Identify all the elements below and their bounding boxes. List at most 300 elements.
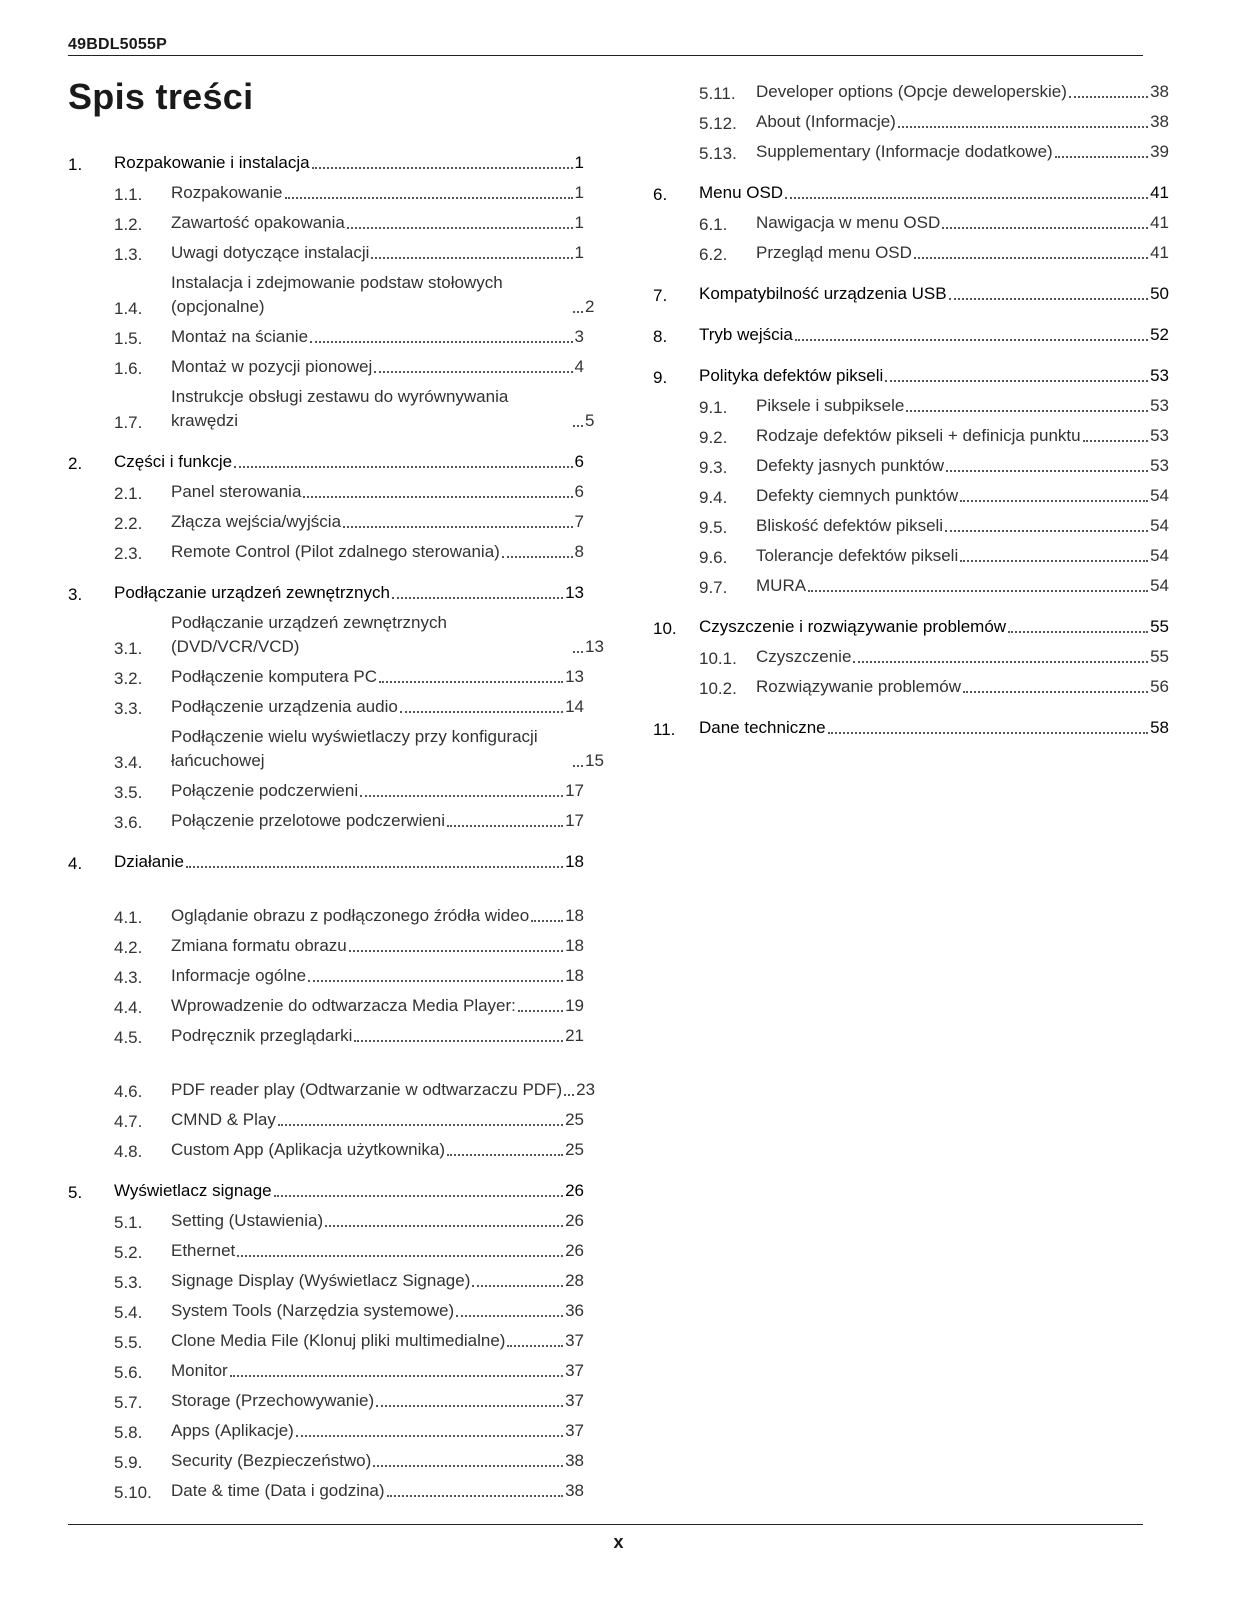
toc-chapter-entry[interactable] bbox=[68, 444, 584, 474]
section-page-number: 37 bbox=[565, 1391, 584, 1410]
dot-leader bbox=[447, 825, 563, 827]
entry-body bbox=[171, 480, 584, 504]
chapter-number: 11. bbox=[653, 720, 676, 739]
toc-section-entry[interactable] bbox=[653, 235, 1169, 265]
toc-section-entry[interactable] bbox=[68, 1353, 584, 1383]
toc-section-entry[interactable] bbox=[68, 988, 584, 1018]
section-title: Rozwiązywanie problemów bbox=[756, 677, 962, 696]
section-title: System Tools (Narzędzia systemowe) bbox=[171, 1301, 455, 1320]
chapter-title: Dane techniczne bbox=[699, 718, 826, 737]
dot-leader bbox=[285, 197, 573, 199]
chapter-title: Czyszczenie i rozwiązywanie problemów bbox=[699, 617, 1007, 636]
section-page-number: 18 bbox=[565, 906, 584, 925]
dot-leader bbox=[946, 470, 1148, 472]
section-number: 1.1. bbox=[114, 185, 143, 204]
toc-chapter-entry[interactable] bbox=[653, 317, 1169, 347]
toc-section-entry[interactable] bbox=[68, 689, 584, 719]
section-page-number: 54 bbox=[1150, 486, 1169, 505]
section-title: Informacje ogólne bbox=[171, 966, 307, 985]
section-number: 5.9. bbox=[114, 1453, 143, 1472]
header-rule bbox=[68, 55, 1143, 56]
dot-leader bbox=[808, 590, 1148, 592]
section-title: MURA bbox=[756, 576, 807, 595]
section-number: 1.4. bbox=[114, 299, 143, 318]
entry-body bbox=[756, 211, 1169, 235]
dot-leader bbox=[387, 1495, 564, 1497]
section-title: Apps (Aplikacje) bbox=[171, 1421, 294, 1440]
section-number: 9.7. bbox=[699, 578, 728, 597]
toc-section-entry[interactable] bbox=[653, 388, 1169, 418]
entry-body bbox=[171, 540, 584, 564]
section-title: Uwagi dotyczące instalacji bbox=[171, 243, 370, 262]
toc-column-left bbox=[68, 145, 604, 1514]
section-page-number: 28 bbox=[565, 1271, 584, 1290]
dot-leader bbox=[312, 167, 573, 169]
section-number: 9.6. bbox=[699, 548, 728, 567]
section-number: 5.3. bbox=[114, 1273, 143, 1292]
section-page-number: 19 bbox=[565, 996, 584, 1015]
toc-section-entry[interactable] bbox=[68, 719, 604, 773]
dot-leader bbox=[234, 466, 572, 468]
section-page-number: 13 bbox=[565, 667, 584, 686]
section-number: 5.10. bbox=[114, 1483, 152, 1502]
entry-body bbox=[171, 1209, 584, 1233]
toc-chapter-entry[interactable] bbox=[653, 276, 1169, 306]
toc-section-entry[interactable] bbox=[68, 958, 584, 988]
entry-body bbox=[756, 140, 1169, 164]
section-page-number: 37 bbox=[565, 1421, 584, 1440]
toc-section-entry[interactable] bbox=[68, 659, 584, 689]
toc-section-entry[interactable] bbox=[653, 508, 1169, 538]
entry-body bbox=[699, 615, 1169, 639]
toc-section-entry[interactable] bbox=[68, 1413, 584, 1443]
dot-leader bbox=[303, 496, 572, 498]
toc-section-entry[interactable] bbox=[68, 1203, 584, 1233]
toc-chapter-entry[interactable] bbox=[68, 575, 584, 605]
section-title: Instalacja i zdejmowanie podstaw stołowych (opcjonalne) bbox=[171, 273, 503, 316]
section-title: Podłączenie wielu wyświetlaczy przy konfiguracji łańcuchowej bbox=[171, 727, 538, 770]
toc-section-entry[interactable] bbox=[68, 1102, 584, 1132]
toc-section-entry[interactable] bbox=[68, 205, 584, 235]
dot-leader bbox=[949, 298, 1149, 300]
toc-column-right bbox=[653, 74, 1169, 751]
dot-leader bbox=[573, 425, 583, 427]
toc-section-entry[interactable] bbox=[68, 1233, 584, 1263]
section-page-number: 14 bbox=[565, 697, 584, 716]
dot-leader bbox=[573, 311, 583, 313]
section-number: 2.3. bbox=[114, 544, 143, 563]
entry-body bbox=[171, 994, 584, 1018]
dot-leader bbox=[564, 1094, 574, 1096]
section-number: 3.3. bbox=[114, 699, 143, 718]
toc-section-entry[interactable] bbox=[68, 605, 604, 659]
section-page-number: 26 bbox=[565, 1241, 584, 1260]
section-page-number: 18 bbox=[565, 936, 584, 955]
entry-body bbox=[114, 1179, 584, 1203]
section-title: Podłączenie komputera PC bbox=[171, 667, 378, 686]
entry-body bbox=[171, 1299, 584, 1323]
section-page-number: 53 bbox=[1150, 456, 1169, 475]
dot-leader bbox=[456, 1315, 563, 1317]
section-page-number: 1 bbox=[574, 183, 584, 202]
section-number: 5.13. bbox=[699, 144, 737, 163]
section-page-number: 54 bbox=[1150, 576, 1169, 595]
dot-leader bbox=[573, 651, 583, 653]
toc-section-entry[interactable] bbox=[68, 175, 584, 205]
entry-body bbox=[171, 904, 584, 928]
section-number: 5.5. bbox=[114, 1333, 143, 1352]
toc-section-entry[interactable] bbox=[68, 474, 584, 504]
toc-section-entry[interactable] bbox=[68, 1263, 584, 1293]
dot-leader bbox=[828, 732, 1148, 734]
section-page-number: 54 bbox=[1150, 516, 1169, 535]
dot-leader bbox=[906, 410, 1148, 412]
section-title: Rodzaje defektów pikseli + definicja punktu bbox=[756, 426, 1081, 445]
entry-body bbox=[171, 725, 604, 773]
entry-body bbox=[114, 581, 584, 605]
section-number: 3.4. bbox=[114, 753, 143, 772]
section-title: Setting (Ustawienia) bbox=[171, 1211, 324, 1230]
entry-body bbox=[756, 484, 1169, 508]
section-number: 2.1. bbox=[114, 484, 143, 503]
toc-section-entry[interactable] bbox=[68, 1443, 584, 1473]
section-number: 10.2. bbox=[699, 679, 737, 698]
chapter-page-number: 41 bbox=[1150, 183, 1169, 202]
toc-chapter bbox=[68, 575, 604, 833]
toc-section-entry[interactable] bbox=[653, 205, 1169, 235]
toc-chapter-entry[interactable] bbox=[68, 145, 584, 175]
dot-leader bbox=[853, 661, 1148, 663]
dot-leader bbox=[379, 681, 563, 683]
section-page-number: 41 bbox=[1150, 213, 1169, 232]
section-number: 4.5. bbox=[114, 1028, 143, 1047]
chapter-title: Części i funkcje bbox=[114, 452, 233, 471]
section-title: Oglądanie obrazu z podłączonego źródła wideo bbox=[171, 906, 530, 925]
entry-body bbox=[171, 964, 584, 988]
dot-leader bbox=[1083, 440, 1148, 442]
section-title: About (Informacje) bbox=[756, 112, 896, 131]
section-page-number: 38 bbox=[565, 1481, 584, 1500]
section-number: 10.1. bbox=[699, 649, 737, 668]
entry-body bbox=[171, 611, 604, 659]
section-title: Piksele i subpiksele bbox=[756, 396, 905, 415]
dot-leader bbox=[400, 711, 563, 713]
dot-leader bbox=[507, 1345, 563, 1347]
entry-body bbox=[114, 450, 584, 474]
section-title: Custom App (Aplikacja użytkownika) bbox=[171, 1140, 446, 1159]
section-page-number: 26 bbox=[565, 1211, 584, 1230]
section-number: 5.1. bbox=[114, 1213, 143, 1232]
entry-body bbox=[171, 695, 584, 719]
entry-body bbox=[756, 514, 1169, 538]
toc-chapter bbox=[653, 710, 1169, 740]
toc-section-entry[interactable] bbox=[68, 379, 595, 433]
section-title: Defekty jasnych punktów bbox=[756, 456, 945, 475]
section-title: Przegląd menu OSD bbox=[756, 243, 912, 262]
chapter-number: 2. bbox=[68, 454, 83, 473]
chapter-page-number: 52 bbox=[1150, 325, 1169, 344]
toc-section-entry[interactable] bbox=[653, 134, 1169, 164]
section-number: 1.3. bbox=[114, 245, 143, 264]
toc-section-entry[interactable] bbox=[68, 504, 584, 534]
section-title: Defekty ciemnych punktów bbox=[756, 486, 959, 505]
dot-leader bbox=[360, 795, 563, 797]
entry-body bbox=[171, 1269, 584, 1293]
section-title: Monitor bbox=[171, 1361, 228, 1380]
section-number: 6.1. bbox=[699, 215, 728, 234]
entry-body bbox=[756, 544, 1169, 568]
chapter-page-number: 58 bbox=[1150, 718, 1169, 737]
toc-chapter-entry[interactable] bbox=[68, 1173, 584, 1203]
section-title: Ethernet bbox=[171, 1241, 236, 1260]
entry-body bbox=[756, 645, 1169, 669]
toc-section-entry[interactable] bbox=[68, 1473, 584, 1503]
section-number: 1.5. bbox=[114, 329, 143, 348]
dot-leader bbox=[502, 556, 573, 558]
dot-leader bbox=[349, 950, 563, 952]
toc-section-entry[interactable] bbox=[68, 803, 584, 833]
section-page-number: 56 bbox=[1150, 677, 1169, 696]
dot-leader bbox=[447, 1154, 563, 1156]
section-title: Bliskość defektów pikseli bbox=[756, 516, 944, 535]
toc-section-entry[interactable] bbox=[653, 568, 1169, 598]
section-number: 4.3. bbox=[114, 968, 143, 987]
section-number: 9.1. bbox=[699, 398, 728, 417]
dot-leader bbox=[274, 1195, 563, 1197]
chapter-page-number: 50 bbox=[1150, 284, 1169, 303]
toc-section-entry[interactable] bbox=[68, 1293, 584, 1323]
toc-section-entry[interactable] bbox=[68, 1383, 584, 1413]
chapter-title: Wyświetlacz signage bbox=[114, 1181, 272, 1200]
toc-section-entry[interactable] bbox=[68, 235, 584, 265]
dot-leader bbox=[960, 500, 1148, 502]
toc-chapter bbox=[653, 317, 1169, 347]
section-page-number: 18 bbox=[565, 966, 584, 985]
toc-chapter-entry[interactable] bbox=[653, 710, 1169, 740]
section-number: 9.4. bbox=[699, 488, 728, 507]
chapter-number: 5. bbox=[68, 1183, 83, 1202]
section-number: 3.6. bbox=[114, 813, 143, 832]
section-number: 5.12. bbox=[699, 114, 737, 133]
section-number: 5.4. bbox=[114, 1303, 143, 1322]
section-page-number: 38 bbox=[1150, 112, 1169, 131]
dot-leader bbox=[1069, 96, 1148, 98]
toc-section-entry[interactable] bbox=[653, 639, 1169, 669]
entry-body bbox=[171, 241, 584, 265]
toc-chapter-entry[interactable] bbox=[653, 175, 1169, 205]
entry-body bbox=[171, 1138, 584, 1162]
section-number: 5.2. bbox=[114, 1243, 143, 1262]
toc-section-entry[interactable] bbox=[68, 874, 584, 928]
section-number: 5.8. bbox=[114, 1423, 143, 1442]
dot-leader bbox=[518, 1010, 563, 1012]
section-page-number: 2 bbox=[585, 297, 595, 316]
entry-body bbox=[171, 1389, 584, 1413]
toc-chapter bbox=[68, 145, 595, 433]
section-number: 6.2. bbox=[699, 245, 728, 264]
toc-section-entry[interactable] bbox=[68, 1048, 596, 1102]
toc-section-entry[interactable] bbox=[68, 928, 584, 958]
chapter-number: 10. bbox=[653, 619, 677, 638]
section-page-number: 38 bbox=[565, 1451, 584, 1470]
chapter-page-number: 18 bbox=[565, 852, 584, 871]
toc-section-entry[interactable] bbox=[68, 1132, 584, 1162]
section-page-number: 37 bbox=[565, 1361, 584, 1380]
section-title: Supplementary (Informacje dodatkowe) bbox=[756, 142, 1053, 161]
entry-body bbox=[171, 355, 584, 379]
entry-body bbox=[171, 1449, 584, 1473]
toc-section-entry[interactable] bbox=[68, 1018, 584, 1048]
section-page-number: 4 bbox=[574, 357, 584, 376]
section-title: Nawigacja w menu OSD bbox=[756, 213, 941, 232]
section-number: 9.5. bbox=[699, 518, 728, 537]
section-page-number: 15 bbox=[585, 751, 604, 770]
toc-section-entry[interactable] bbox=[68, 773, 584, 803]
dot-leader bbox=[960, 560, 1148, 562]
entry-body bbox=[756, 394, 1169, 418]
section-page-number: 6 bbox=[574, 482, 584, 501]
section-number: 5.6. bbox=[114, 1363, 143, 1382]
section-page-number: 1 bbox=[574, 243, 584, 262]
toc-section-entry[interactable] bbox=[68, 534, 584, 564]
section-title: Rozpakowanie bbox=[171, 183, 283, 202]
entry-body bbox=[756, 574, 1169, 598]
section-number: 4.7. bbox=[114, 1112, 143, 1131]
entry-body bbox=[756, 454, 1169, 478]
toc-section-entry[interactable] bbox=[68, 1323, 584, 1353]
toc-section-entry[interactable] bbox=[653, 448, 1169, 478]
dot-leader bbox=[296, 1435, 563, 1437]
section-title: Podłączanie urządzeń zewnętrznych (DVD/VCR/VCD) bbox=[171, 613, 447, 656]
chapter-number: 3. bbox=[68, 585, 83, 604]
toc-section-entry[interactable] bbox=[653, 538, 1169, 568]
toc-chapter bbox=[653, 175, 1169, 265]
dot-leader bbox=[347, 227, 573, 229]
chapter-page-number: 13 bbox=[565, 583, 584, 602]
section-page-number: 41 bbox=[1150, 243, 1169, 262]
toc-section-entry[interactable] bbox=[653, 418, 1169, 448]
chapter-number: 9. bbox=[653, 368, 668, 387]
section-title: PDF reader play (Odtwarzanie w odtwarzaczu PDF) bbox=[171, 1080, 563, 1099]
entry-body bbox=[699, 181, 1169, 205]
section-number: 4.8. bbox=[114, 1142, 143, 1161]
dot-leader bbox=[373, 1465, 563, 1467]
section-title: Remote Control (Pilot zdalnego sterowania) bbox=[171, 542, 500, 561]
section-number: 1.7. bbox=[114, 413, 143, 432]
dot-leader bbox=[885, 380, 1148, 382]
toc-section-entry[interactable] bbox=[68, 265, 595, 319]
toc-section-entry[interactable] bbox=[653, 104, 1169, 134]
chapter-number: 1. bbox=[68, 155, 83, 174]
entry-body bbox=[756, 241, 1169, 265]
chapter-title: Tryb wejścia bbox=[699, 325, 793, 344]
dot-leader bbox=[310, 341, 573, 343]
dot-leader bbox=[472, 1285, 563, 1287]
entry-body bbox=[699, 323, 1169, 347]
dot-leader bbox=[186, 866, 563, 868]
entry-body bbox=[171, 510, 584, 534]
dot-leader bbox=[945, 530, 1148, 532]
chapter-title: Kompatybilność urządzenia USB bbox=[699, 284, 947, 303]
toc-chapter-entry[interactable] bbox=[653, 358, 1169, 388]
toc-chapter bbox=[68, 844, 596, 1162]
entry-body bbox=[171, 1479, 584, 1503]
dot-leader bbox=[531, 920, 563, 922]
dot-leader bbox=[230, 1375, 563, 1377]
page-number: x bbox=[613, 1532, 624, 1552]
entry-body bbox=[114, 151, 584, 175]
section-page-number: 23 bbox=[576, 1080, 596, 1099]
entry-body bbox=[114, 850, 584, 874]
entry-body bbox=[171, 181, 584, 205]
toc-section-entry[interactable] bbox=[653, 74, 1169, 104]
dot-leader bbox=[374, 371, 572, 373]
toc-chapter-entry[interactable] bbox=[68, 844, 584, 874]
chapter-page-number: 26 bbox=[565, 1181, 584, 1200]
entry-body bbox=[699, 282, 1169, 306]
toc-section-entry[interactable] bbox=[68, 349, 584, 379]
entry-body bbox=[171, 934, 584, 958]
section-title: Panel sterowania bbox=[171, 482, 302, 501]
section-number: 3.5. bbox=[114, 783, 143, 802]
section-title: Security (Bezpieczeństwo) bbox=[171, 1451, 372, 1470]
chapter-number: 8. bbox=[653, 327, 668, 346]
section-page-number: 13 bbox=[585, 637, 604, 656]
toc-section-entry[interactable] bbox=[653, 669, 1169, 699]
section-title: Montaż w pozycji pionowej bbox=[171, 357, 373, 376]
section-page-number: 37 bbox=[565, 1331, 584, 1350]
section-number: 4.6. bbox=[114, 1082, 143, 1101]
toc-chapter-entry[interactable] bbox=[653, 609, 1169, 639]
section-title: Signage Display (Wyświetlacz Signage) bbox=[171, 1271, 471, 1290]
section-title: CMND & Play bbox=[171, 1110, 276, 1129]
section-title: Instrukcje obsługi zestawu do wyrównywania krawędzi bbox=[171, 387, 509, 430]
entry-body bbox=[756, 80, 1169, 104]
section-page-number: 17 bbox=[565, 811, 584, 830]
section-number: 4.4. bbox=[114, 998, 143, 1017]
chapter-page-number: 53 bbox=[1150, 366, 1169, 385]
toc-chapter bbox=[68, 1173, 584, 1503]
section-page-number: 17 bbox=[565, 781, 584, 800]
section-page-number: 5 bbox=[585, 411, 595, 430]
toc-section-entry[interactable] bbox=[68, 319, 584, 349]
section-number: 2.2. bbox=[114, 514, 143, 533]
entry-body bbox=[699, 364, 1169, 388]
section-title: Developer options (Opcje deweloperskie) bbox=[756, 82, 1067, 101]
chapter-page-number: 55 bbox=[1150, 617, 1169, 636]
entry-body bbox=[171, 1024, 584, 1048]
dot-leader bbox=[914, 257, 1148, 259]
entry-body bbox=[171, 325, 584, 349]
dot-leader bbox=[371, 257, 572, 259]
toc-section-entry[interactable] bbox=[653, 478, 1169, 508]
toc-chapter bbox=[653, 358, 1169, 598]
entry-body bbox=[756, 675, 1169, 699]
section-number: 1.6. bbox=[114, 359, 143, 378]
dot-leader bbox=[278, 1124, 563, 1126]
entry-body bbox=[171, 1329, 584, 1353]
dot-leader bbox=[795, 339, 1148, 341]
section-number: 9.2. bbox=[699, 428, 728, 447]
section-page-number: 7 bbox=[574, 512, 584, 531]
section-title: Podręcznik przeglądarki bbox=[171, 1026, 353, 1045]
chapter-title: Działanie bbox=[114, 852, 184, 871]
dot-leader bbox=[325, 1225, 563, 1227]
section-title: Połączenie podczerwieni bbox=[171, 781, 359, 800]
section-number: 3.1. bbox=[114, 639, 143, 658]
section-number: 5.7. bbox=[114, 1393, 143, 1412]
dot-leader bbox=[1008, 631, 1148, 633]
